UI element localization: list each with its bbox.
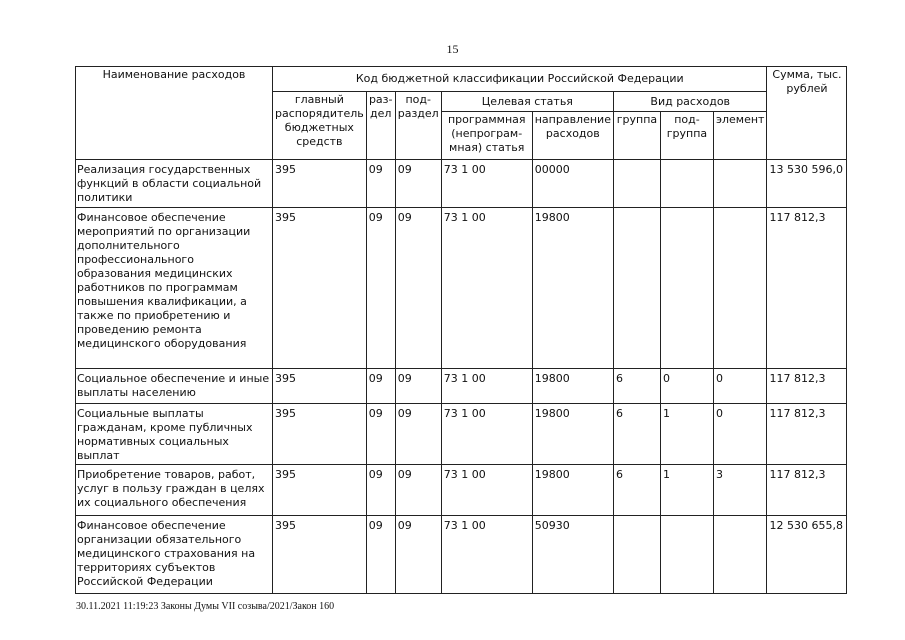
row-section: 09 xyxy=(366,404,395,465)
header-subgroup: под-группа xyxy=(660,112,713,160)
row-sum: 117 812,3 xyxy=(767,208,847,369)
row-group: 6 xyxy=(613,404,660,465)
table-row xyxy=(76,465,847,516)
row-direction: 19800 xyxy=(532,404,613,465)
row-subsection: 09 xyxy=(395,516,441,594)
row-direction: 19800 xyxy=(532,208,613,369)
row-section: 09 xyxy=(366,160,395,208)
row-sum: 117 812,3 xyxy=(767,404,847,465)
header-program-item: программная (непрограм-мная) статья xyxy=(441,112,532,160)
row-subsection: 09 xyxy=(395,404,441,465)
row-group xyxy=(613,208,660,369)
row-subgroup: 0 xyxy=(660,369,713,404)
row-subgroup xyxy=(660,160,713,208)
row-section: 09 xyxy=(366,208,395,369)
row-name: Социальные выплаты гражданам, кроме публичных нормативных социальных выплат xyxy=(76,404,273,465)
row-program-item: 73 1 00 xyxy=(441,465,532,516)
row-subsection: 09 xyxy=(395,465,441,516)
row-element xyxy=(713,160,767,208)
header-group: группа xyxy=(613,112,660,160)
row-sum: 117 812,3 xyxy=(767,369,847,404)
row-section: 09 xyxy=(366,465,395,516)
row-subgroup xyxy=(660,208,713,369)
row-direction: 50930 xyxy=(532,516,613,594)
row-name: Реализация государственных функций в области социальной политики xyxy=(76,160,273,208)
row-section: 09 xyxy=(366,516,395,594)
row-chief-manager: 395 xyxy=(273,516,367,594)
row-section: 09 xyxy=(366,369,395,404)
row-group: 6 xyxy=(613,465,660,516)
row-chief-manager: 395 xyxy=(273,160,367,208)
row-chief-manager: 395 xyxy=(273,465,367,516)
budget-table xyxy=(75,66,847,594)
footer-stamp: 30.11.2021 11:19:23 Законы Думы VII созыва/2021/Закон 160 xyxy=(76,601,335,612)
row-sum: 12 530 655,8 xyxy=(767,516,847,594)
row-program-item: 73 1 00 xyxy=(441,160,532,208)
row-element: 0 xyxy=(713,404,767,465)
row-subsection: 09 xyxy=(395,208,441,369)
table-row xyxy=(76,404,847,465)
header-target-item: Целевая статья xyxy=(441,92,613,112)
header-element: элемент xyxy=(713,112,767,160)
row-chief-manager: 395 xyxy=(273,208,367,369)
header-code-group: Код бюджетной классификации Российской Федерации xyxy=(273,67,767,92)
row-chief-manager: 395 xyxy=(273,404,367,465)
header-expense-type: Вид расходов xyxy=(613,92,767,112)
row-program-item: 73 1 00 xyxy=(441,516,532,594)
row-element xyxy=(713,516,767,594)
table-row xyxy=(76,160,847,208)
row-element: 0 xyxy=(713,369,767,404)
row-direction: 19800 xyxy=(532,465,613,516)
row-sum: 117 812,3 xyxy=(767,465,847,516)
row-subgroup xyxy=(660,516,713,594)
row-program-item: 73 1 00 xyxy=(441,208,532,369)
row-subgroup: 1 xyxy=(660,465,713,516)
header-chief-manager: главный распорядитель бюджетных средств xyxy=(273,92,367,160)
row-group xyxy=(613,160,660,208)
header-section: раз-дел xyxy=(366,92,395,160)
row-chief-manager: 395 xyxy=(273,369,367,404)
row-subsection: 09 xyxy=(395,160,441,208)
header-name: Наименование расходов xyxy=(76,67,273,160)
row-name: Приобретение товаров, работ, услуг в пользу граждан в целях их социального обеспечения xyxy=(76,465,273,516)
header-subsection: под-раздел xyxy=(395,92,441,160)
row-subgroup: 1 xyxy=(660,404,713,465)
header-sum: Сумма, тыс. рублей xyxy=(767,67,847,160)
row-element: 3 xyxy=(713,465,767,516)
row-name: Социальное обеспечение и иные выплаты населению xyxy=(76,369,273,404)
header-direction: направление расходов xyxy=(532,112,613,160)
row-direction: 19800 xyxy=(532,369,613,404)
row-element xyxy=(713,208,767,369)
row-name: Финансовое обеспечение организации обязательного медицинского страхования на территориях субъектов Российской Федерации xyxy=(76,516,273,594)
page-number: 15 xyxy=(446,42,459,56)
row-group: 6 xyxy=(613,369,660,404)
row-program-item: 73 1 00 xyxy=(441,369,532,404)
row-group xyxy=(613,516,660,594)
row-program-item: 73 1 00 xyxy=(441,404,532,465)
table-row xyxy=(76,369,847,404)
row-subsection: 09 xyxy=(395,369,441,404)
row-sum: 13 530 596,0 xyxy=(767,160,847,208)
table-row xyxy=(76,516,847,594)
row-direction: 00000 xyxy=(532,160,613,208)
row-name: Финансовое обеспечение мероприятий по организации дополнительного профессионального образования медицинских работников по программам повышения квалификации, а также по приобретению и проведению ремонта медицинского оборудования xyxy=(76,208,273,369)
table-row xyxy=(76,208,847,369)
